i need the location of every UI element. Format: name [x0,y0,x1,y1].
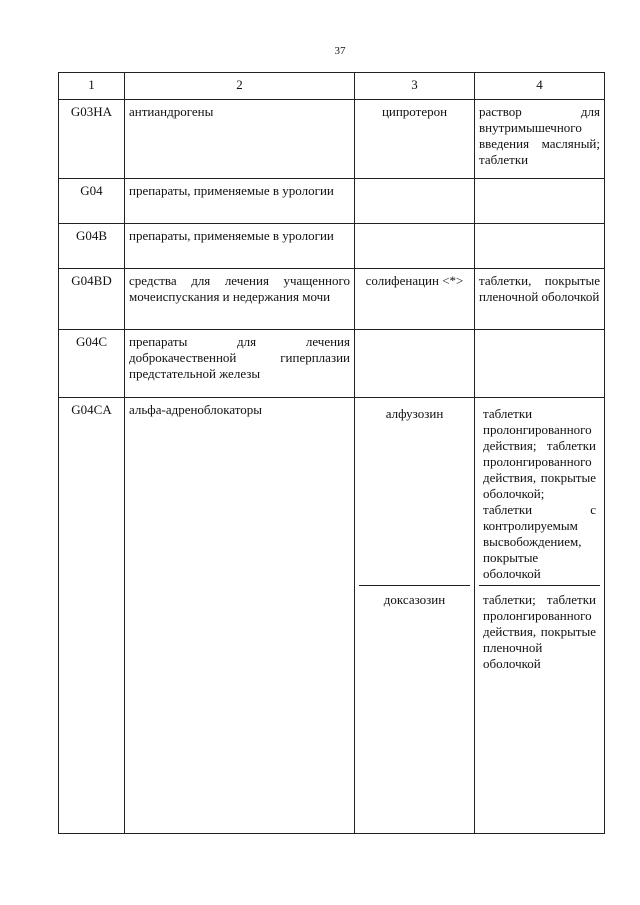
atc-code: G04C [59,330,125,398]
atc-code: G04BD [59,269,125,330]
drug-name: солифенацин <*> [355,269,475,330]
atc-code: G03HA [59,100,125,179]
table-row [59,398,605,834]
dosage-form [475,330,605,398]
group-name: препараты, применяемые в урологии [125,224,355,269]
dosage-form [475,224,605,269]
table-row [59,179,605,224]
column-header-1: 1 [59,73,125,100]
drug-name: алфузозин [359,402,470,586]
table-row [59,224,605,269]
atc-code: G04B [59,224,125,269]
page-number: 37 [334,45,346,57]
dosage-form: раствор для внутримышечного введения масляный; таблетки [475,100,605,179]
dosage-form-cell [475,398,605,834]
table-header-row [59,73,605,100]
drug-name [355,224,475,269]
table-row [59,330,605,398]
dosage-form: таблетки, покрытые пленочной оболочкой [475,269,605,330]
table-row [59,100,605,179]
drug-name-cell [355,398,475,834]
column-header-3: 3 [355,73,475,100]
dosage-form: таблетки; таблетки пролонгированного действия, покрытые пленочной оболочкой [483,592,596,671]
column-header-2: 2 [125,73,355,100]
group-name: антиандрогены [125,100,355,179]
group-name: препараты, применяемые в урологии [125,179,355,224]
group-name: альфа-адреноблокаторы [125,398,355,834]
drug-name [355,179,475,224]
group-name: средства для лечения учащенного мочеиспускания и недержания мочи [125,269,355,330]
dosage-form [475,179,605,224]
column-header-4: 4 [475,73,605,100]
atc-code: G04 [59,179,125,224]
drug-name [355,330,475,398]
dosage-form: таблетки пролонгированного действия; таблетки пролонгированного действия, покрытые оболочкой; таблетки с контролируемым высвобождением, покрытые оболочкой [479,402,600,586]
group-name: препараты для лечения доброкачественной гиперплазии предстательной железы [125,330,355,398]
atc-code: G04CA [59,398,125,834]
drug-name: доксазозин [383,592,446,607]
drug-name: ципротерон [355,100,475,179]
drug-classification-table [58,72,605,834]
table-row [59,269,605,330]
